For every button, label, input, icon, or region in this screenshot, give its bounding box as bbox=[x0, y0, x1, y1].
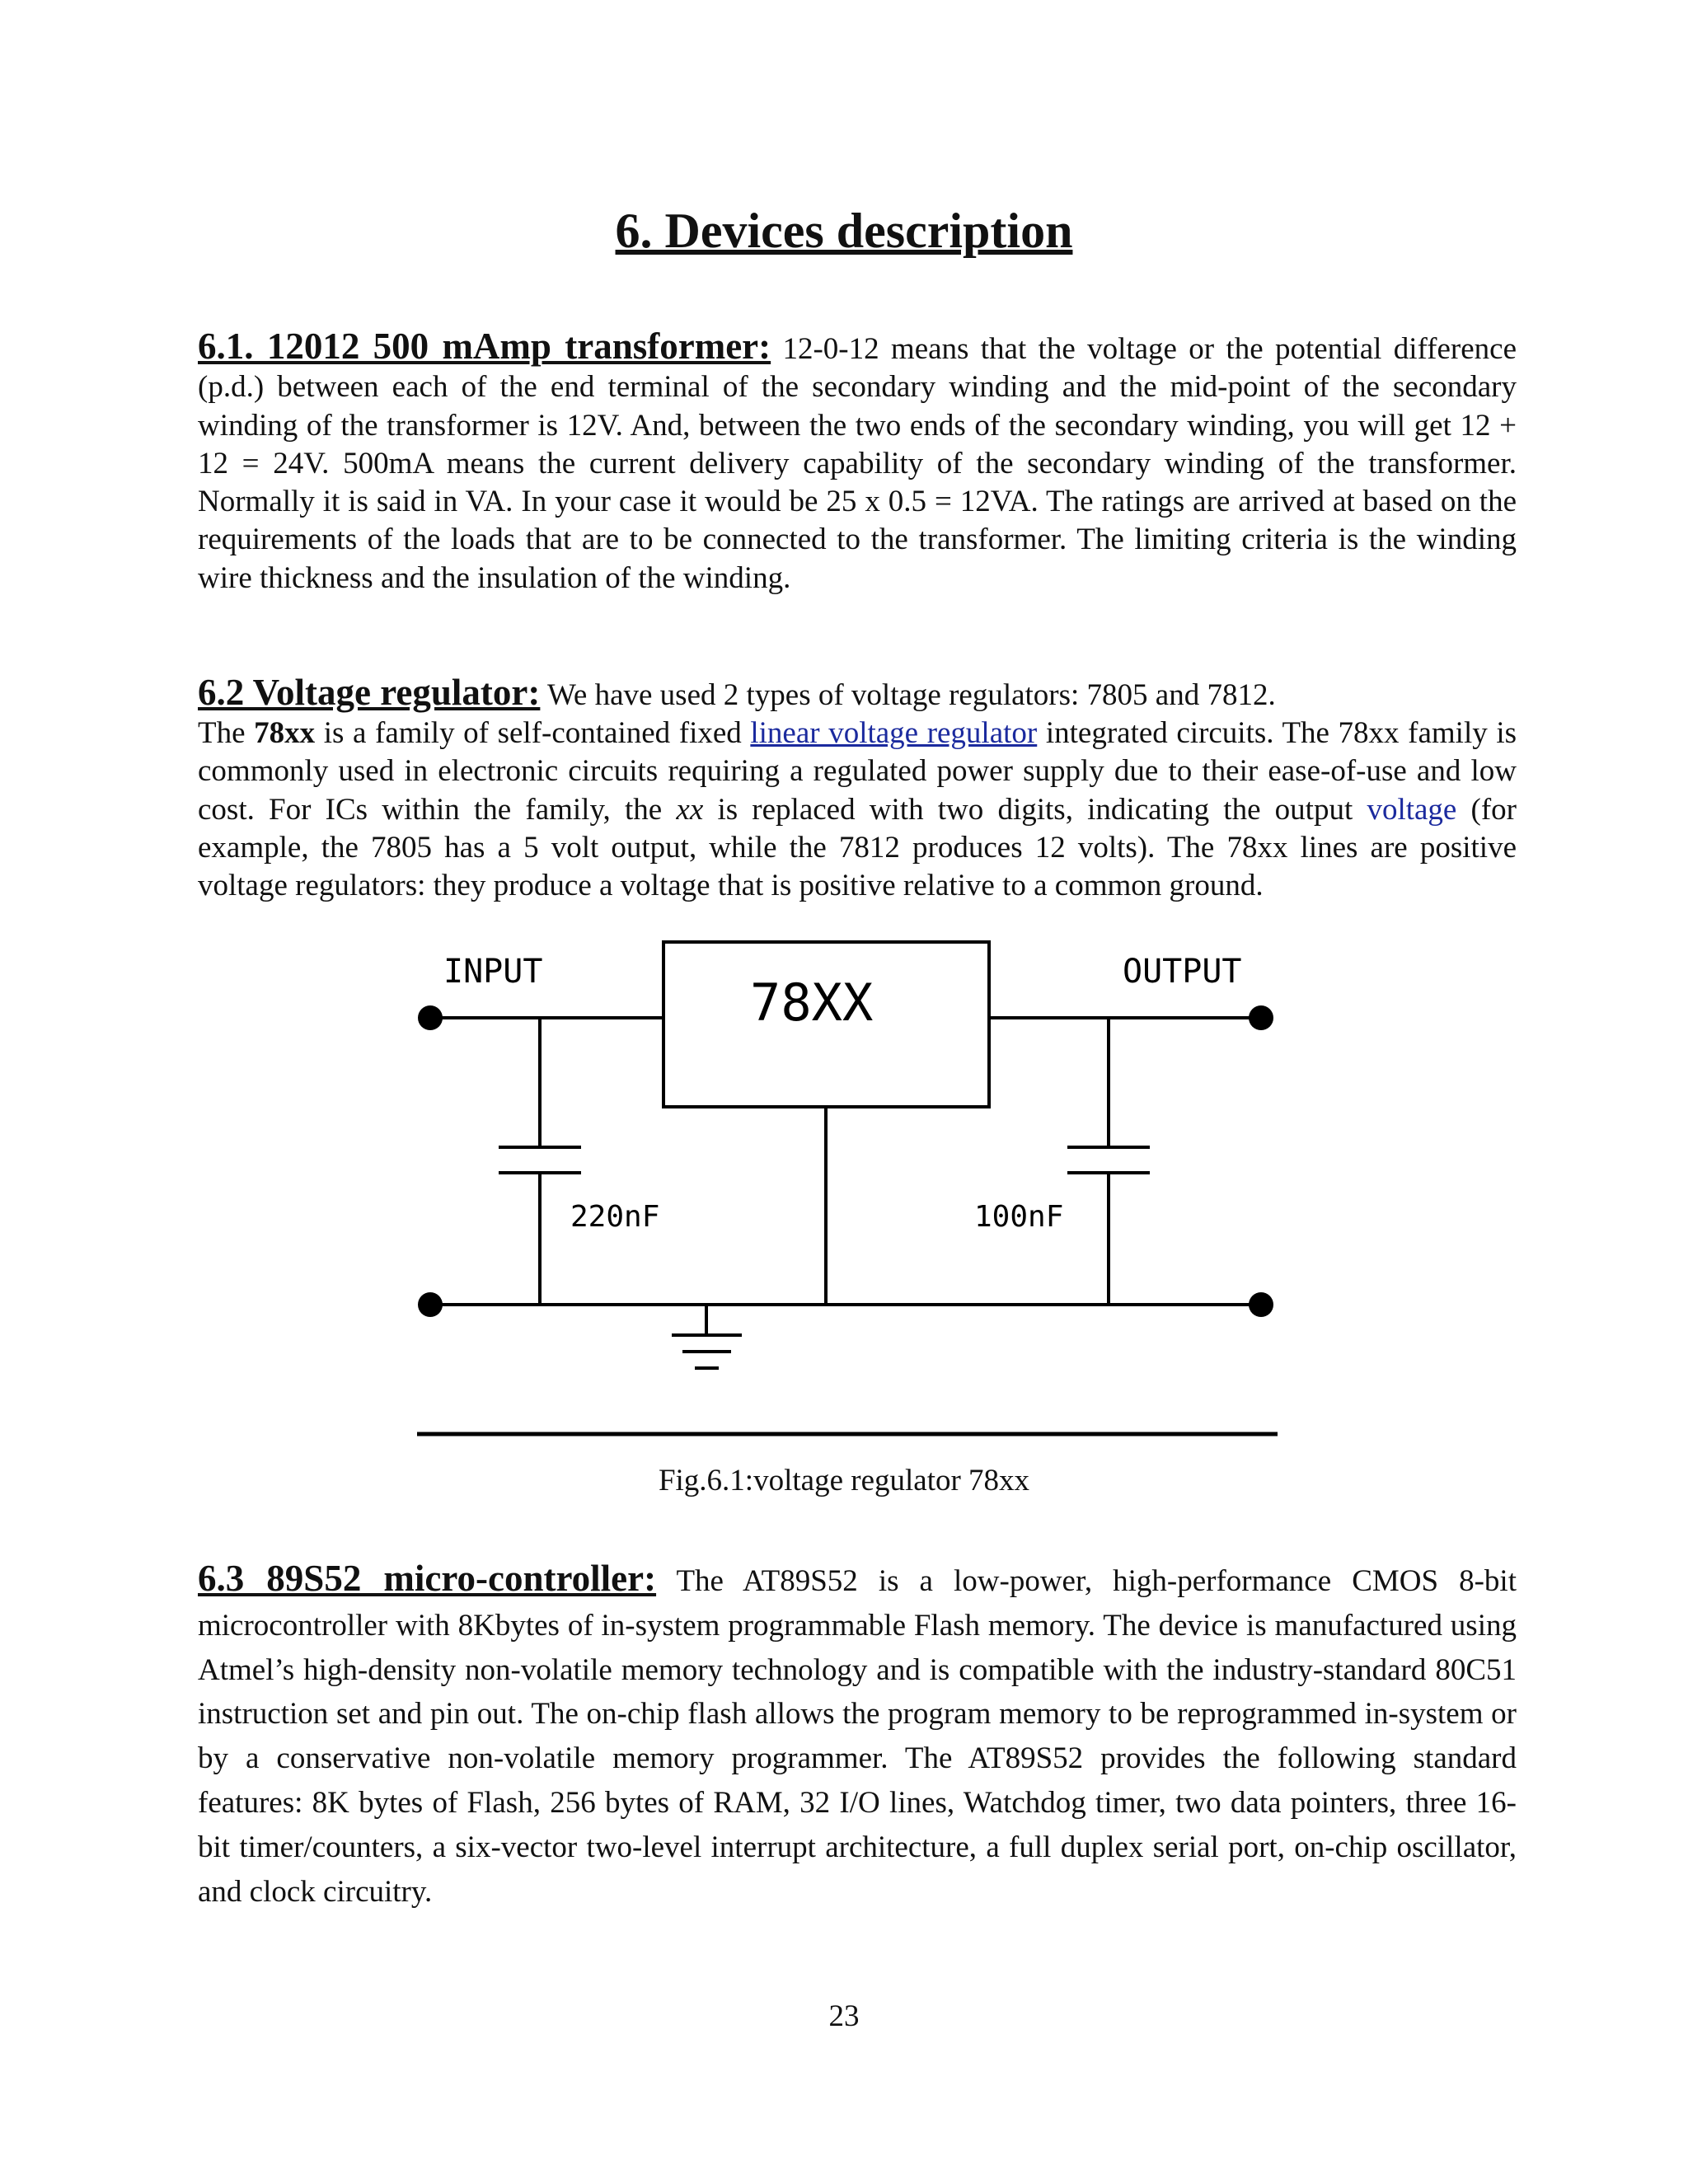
page-title: 6. Devices description bbox=[615, 204, 1073, 258]
section-6-2-text-1: The bbox=[198, 716, 255, 751]
section-6-3-paragraph bbox=[198, 1557, 1517, 1914]
section-6-2-heading: 6.2 Voltage regulator: bbox=[198, 672, 541, 713]
voltage-regulator-circuit-diagram bbox=[412, 940, 1319, 1451]
cap-in-label: 220nF bbox=[570, 1200, 660, 1234]
section-6-2-italic-xx: xx bbox=[676, 792, 704, 827]
section-6-3-body: The AT89S52 is a low-power, high-performance CMOS 8-bit microcontroller with 8Kbytes of in-system programmable Flash memory. The device is manufactured using Atmel’s high-density non-volatile memory technology and is compatible with the industry-standard 80C51 instruction set and pin out. The on-chip flash allows the program memory to be reprogrammed in-system or by a conservative non-volatile memory programmer. The AT89S52 provides the following standard features: 8K bytes of Flash, 256 bytes of RAM, 32 I/O lines, Watchdog timer, two data pointers, three 16-bit timer/counters, a six-vector two-level interrupt architecture, a full duplex serial port, on-chip oscillator, and clock circuitry. bbox=[198, 1564, 1517, 1909]
page-number: 23 bbox=[828, 1999, 860, 2033]
output-terminal-dot bbox=[1249, 1005, 1273, 1030]
voltage-link[interactable]: voltage bbox=[1367, 792, 1457, 827]
section-6-2-intro: We have used 2 types of voltage regulators: 7805 and 7812. bbox=[540, 678, 1276, 712]
section-6-2-text-5: (for example, the 7805 has a 5 volt output, while the 7812 produces 12 volts). The 78xx lines are positive voltage regulators: they produce a voltage that is positive relative to a common ground. bbox=[198, 792, 1517, 903]
section-6-1-heading: 6.1. 12012 500 mAmp transformer: bbox=[198, 326, 771, 367]
section-6-2-text-4: is replaced with two digits, indicating the output bbox=[703, 792, 1367, 827]
input-label: INPUT bbox=[443, 953, 543, 991]
section-6-2-text-2: is a family of self-contained fixed bbox=[315, 716, 751, 751]
section-6-1-body: 12-0-12 means that the voltage or the potential difference (p.d.) between each of the end terminal of the secondary winding and the mid-point of the secondary winding of the transformer is 12V. And, between the two ends of the secondary winding, you will get 12 + 12 = 24V. 500mA means the current delivery capability of the secondary winding of the transformer. Normally it is said in VA. In your case it would be 25 x 0.5 = 12VA. The ratings are arrived at based on the requirements of the loads that are to be connected to the transformer. The limiting criteria is the winding wire thickness and the insulation of the winding. bbox=[198, 332, 1517, 595]
cap-out-label: 100nF bbox=[974, 1200, 1064, 1234]
section-6-1-paragraph bbox=[198, 327, 1517, 598]
section-6-2-paragraph bbox=[198, 673, 1517, 905]
linear-voltage-regulator-link[interactable]: linear voltage regulator bbox=[750, 716, 1038, 751]
chip-label: 78XX bbox=[750, 972, 874, 1033]
ground-left-terminal-dot bbox=[418, 1292, 443, 1317]
output-label: OUTPUT bbox=[1123, 953, 1242, 991]
input-terminal-dot bbox=[418, 1005, 443, 1030]
section-6-2-bold-78xx: 78xx bbox=[254, 716, 316, 751]
ground-right-terminal-dot bbox=[1249, 1292, 1273, 1317]
figure-caption: Fig.6.1:voltage regulator 78xx bbox=[658, 1464, 1030, 1497]
section-6-3-heading: 6.3 89S52 micro-controller: bbox=[198, 1558, 657, 1599]
section-6-2-text-3: integrated circuits. The 78xx family is commonly used in electronic circuits requiring a regulated power supply due to their ease-of-use and low cost. For ICs within the family, the bbox=[198, 716, 1517, 827]
